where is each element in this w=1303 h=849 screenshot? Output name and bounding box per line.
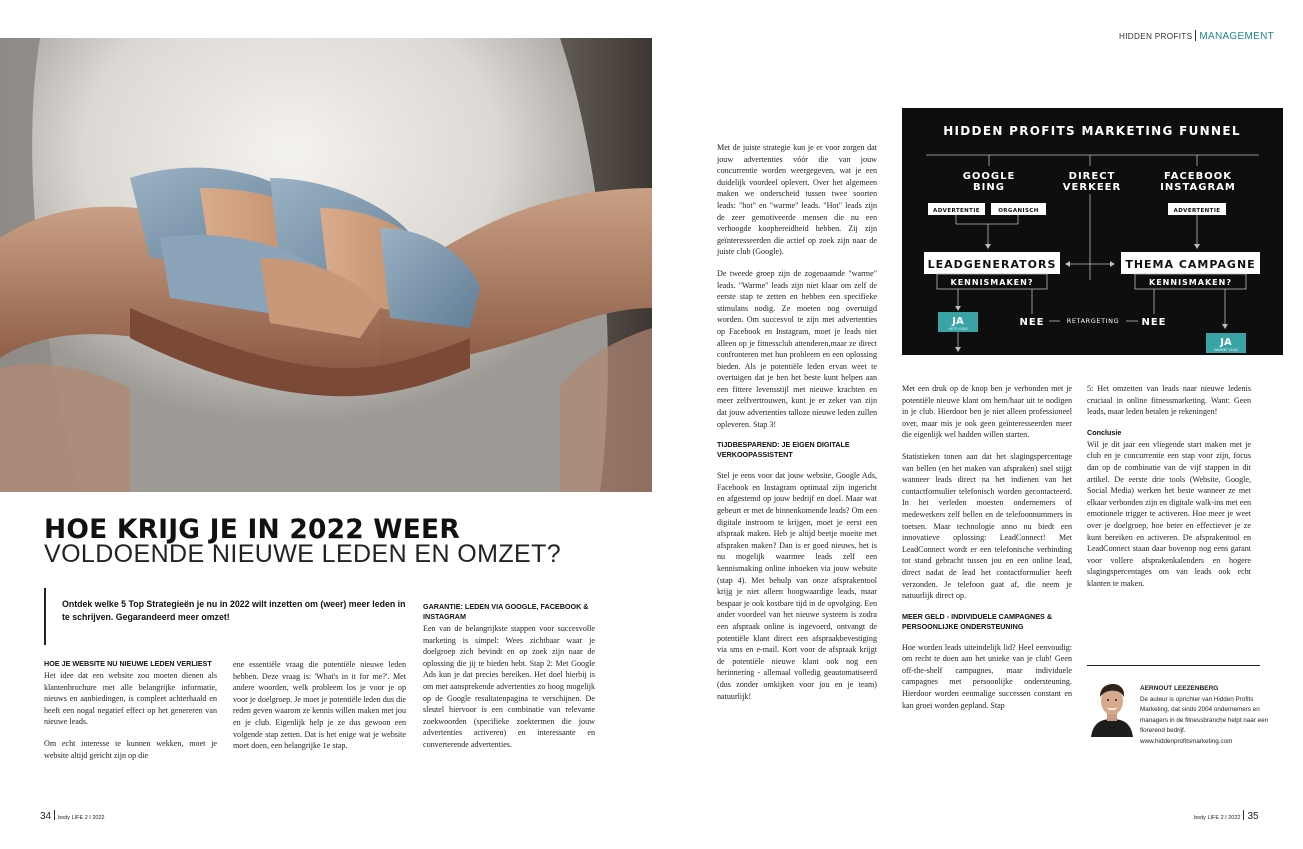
paragraph: Stel je eens voor dat jouw website, Google Ads, Facebook en Instagram optimaal zijn ingericht en afgestemd op jouw bedrijf en doel. Maar wat gebeurt er met de binnenkomende leads? Om een digitale instroom te krijgen, moet je eerst een afspraak maken. Heb je altijd beetje moeite met afspraken maken? Dan is er goed nieuws, het is nu mogelijk waarmee leads zelf een kennismaking online inboeken via jouw website (stap 4). Met behulp van onze afsprakentool krijg je niet alleen hoogwaardige leads, maar bespaar je ook kostbare tijd in de opvolging. Een ander voordeel van het nieuwe systeem is zodra een afspraak online is ingevoerd, ontvangt de potentiële klant direct een afspraakbevestiging via sms en e-mail. Kort voor de afspraak krijgt de potentiële nieuwe klant ook nog een herinnering - allemaal volledig geautomatiseerd (dus zonder omkijken voor jou en je team) natuurlijk! bbox=[717, 471, 877, 701]
paragraph: Om echt interesse te kunnen wekken, moet je website altijd gericht zijn op die bbox=[44, 738, 217, 760]
column-1 bbox=[44, 659, 217, 771]
column-2 bbox=[233, 659, 406, 762]
ja-sub-left: HETE LEAD bbox=[948, 327, 968, 331]
column-6 bbox=[1087, 383, 1251, 600]
leadgenerators-box: LEADGENERATORS bbox=[927, 258, 1057, 271]
column-3 bbox=[423, 602, 595, 761]
paragraph: Met een druk op de knop ben je verbonden met je potentiële nieuwe klant om hem/haar uit te nodigen in je club. Hierdoor ben je niet alleen professioneel over, maar mis je ook geen geïnteresseerden meer die eigenlijk wel hadden willen starten. bbox=[902, 384, 1072, 440]
tag-advertentie-google: ADVERTENTIE bbox=[933, 208, 980, 214]
source-google: GOOGLE bbox=[962, 171, 1016, 182]
author-bio: De auteur is oprichter van Hidden Profits Marketing, dat sinds 2004 ondernemers en managers in de fitnessbranche helpt naar een florerend bedrijf. bbox=[1140, 695, 1269, 735]
author-divider bbox=[1087, 665, 1260, 666]
ja-label-left: JA bbox=[952, 316, 964, 327]
paragraph: Wil je dit jaar een vliegende start maken met je club en je concurrentie een stap voor zijn, focus dan op de combinatie van de vijf stappen in dit artikel. De eerste drie tools (Website, Google, Social Media) werken het beste wanneer ze met elkaar verbonden zijn en digitale walk-ins met een emotionele trigger te activeren. Hoe meer je weet over je doelgroep, hoe beter en effectiever je ze kunt bereiken en activeren. De afsprakentool en LeadConnect staan daar bovenop nog eens garant voor vollere afsprakenkalenders en hogere slagingspercentages om van leads ook echt klanten te maken. bbox=[1087, 439, 1251, 588]
subheading-conclusie: Conclusie bbox=[1087, 427, 1122, 437]
author-url[interactable]: www.hiddenprofitsmarketing.com bbox=[1140, 737, 1233, 745]
paragraph: Statistieken tonen aan dat het slagingspercentage van bellen (en het maken van afspraken) snel stijgt wanneer leads direct na het indienen van het contactformulier telefonisch worden gecontacteerd. In het verleden moesten ondernemers of medewerkers zelf bellen en de telefoonnummers in toetsen. Maar technologie anno nu biedt een innovatieve oplossing: LeadConnect! Met LeadConnect wordt er een telefonische verbinding tot stand gebracht tussen jou en een online lead, direct nadat de lead het contactformulier heeft verzonden. Je telefoon gaat af, die neem je natuurlijk direct op. bbox=[902, 451, 1072, 601]
thema-campagne-box: THEMA CAMPAGNE bbox=[1125, 258, 1256, 271]
header-divider bbox=[1195, 30, 1196, 41]
paragraph: 5: Het omzetten van leads naar nieuwe ledenis cruciaal in online fitnessmarketing. Want: Geen leads, maar leden betalen je rekeningen! bbox=[1087, 384, 1251, 417]
subheading-website: HOE JE WEBSITE NU NIEUWE LEDEN VERLIEST bbox=[44, 659, 212, 668]
section-header bbox=[1119, 30, 1274, 42]
paragraph: Hoe worden leads uiteindelijk lid? Heel eenvoudig: om recht te doen aan het unieke van je club! Geen off-the-shelf campagnes, maar individuele campagnes met persoonlijke ondersteuning. Hierdoor worden eenmalige successen constant en kan groei worden gepland. Stap bbox=[902, 642, 1072, 710]
source-bing: BING bbox=[973, 182, 1005, 193]
magazine-issue-right: body LIFE 2 I 2022 bbox=[1194, 815, 1241, 821]
subheading-garantie: GARANTIE: LEDEN VIA GOOGLE, FACEBOOK & INSTAGRAM bbox=[423, 602, 589, 621]
column-4 bbox=[717, 142, 877, 712]
marketing-funnel-diagram bbox=[902, 108, 1283, 355]
ja-sub-right: WARME LEAD bbox=[1214, 348, 1238, 352]
source-verkeer: VERKEER bbox=[1062, 182, 1122, 193]
magazine-issue-left: body LIFE 2 I 2022 bbox=[58, 815, 105, 821]
paragraph: Het idee dat een website zou moeten dienen als klantenbrochure met alle belangrijke informatie, nieuws en aanbiedingen, is compleet achterhaald en heeft een nogal negatief effect op het genereren van nieuwe leads. bbox=[44, 671, 217, 727]
article-title-line-2: VOLDOENDE NIEUWE LEDEN EN OMZET? bbox=[44, 540, 562, 568]
section-category: MANAGEMENT bbox=[1199, 31, 1275, 42]
retargeting-label: RETARGETING bbox=[1066, 317, 1120, 325]
kennismaken-left: KENNISMAKEN? bbox=[950, 278, 1034, 287]
source-facebook: FACEBOOK bbox=[1164, 171, 1232, 182]
tag-organisch: ORGANISCH bbox=[998, 208, 1039, 214]
source-direct: DIRECT bbox=[1068, 171, 1116, 182]
top-margin bbox=[0, 0, 1303, 38]
tag-advertentie-facebook: ADVERTENTIE bbox=[1173, 208, 1221, 214]
paragraph: Een van de belangrijkste stappen voor succesvolle marketing is simpel: Wees zichtbaar waar je doelgroep zich bevindt en op zoek zijn naar de oplossing die jij te bieden hebt. Stap 2: Met Google Ads kun je dat precies bereiken. Het doel hierbij is om met aansprekende advertenties zo hoog mogelijk op de Google resultatenpagina te verschijnen. De sleutel hiervoor is een combinatie van relevante zoekwoorden (specifieke zoektermen die jouw advertenties activeren) en interessante en converterende advertenties. bbox=[423, 624, 595, 749]
paragraph: ene essentiële vraag die potentiële nieuwe leden hebben. Deze vraag is: 'What's in it for me?'. Met andere woorden, welk probleem los je voor je op voor je doelgroep. Je moet je potentiële leden dus die reden geven waarom ze kennis willen maken met jou en je club. Eigenlijk help je ze dus gewoon een volgende stap zetten. Dat is het enige wat je website moet doen, een belangrijke 1e stap. bbox=[233, 660, 406, 751]
subheading-tijdbesparend: TIJDBESPAREND: JE EIGEN DIGITALE VERKOOPASSISTENT bbox=[717, 440, 850, 460]
source-instagram: INSTAGRAM bbox=[1160, 182, 1236, 193]
hero-photo-hands-money bbox=[0, 38, 652, 492]
page-number-right: 35 bbox=[1247, 811, 1259, 822]
paragraph: Met de juiste strategie kun je er voor zorgen dat jouw advertenties vóór die van jouw concurrentie worden weergegeven, wat je een duidelijk voordeel oplevert. Over het algemeen maken we onderscheid tussen twee soorten leads: "hot" en "warme" leads. "Hot" leads zijn de zeer gemotiveerde mensen die nu een verhoogde koopbereidheid hebben. Zij zijn geïnteresseerden die actief op zoek zijn naar de juiste club (Google). bbox=[717, 143, 877, 257]
author-bio-block bbox=[1140, 684, 1270, 748]
author-name: AERNOUT LEEZENBERG bbox=[1140, 685, 1219, 692]
section-label: HIDDEN PROFITS bbox=[1119, 32, 1193, 41]
paragraph: De tweede groep zijn de zogenaamde "warme" leads. "Warme" leads zijn niet klaar om zelf de eerste stap te zetten en hebben een specifieke stimulans nodig. Ze moeten nog overtuigd worden. Om succesvol te zijn met advertenties op Facebook en Instagram, moet je leads niet alleen op je fitnessclub attenderen,maar ze direct confronteren met hun probleem en een oplossing bieden. Als je potentiële leden ervan weet te overtuigen dat je hen het beste kunt helpen aan een fittere levensstijl met nieuwe krachten en meer zelfvertrouwen, kunt je er zeker van zijn dat jouw advertenties talloze nieuwe leden zullen opleveren. Stap 3! bbox=[717, 268, 877, 429]
column-5 bbox=[902, 383, 1072, 721]
nee-right: NEE bbox=[1141, 317, 1167, 328]
article-intro: Ontdek welke 5 Top Strategieën je nu in 2022 wilt inzetten om (weer) meer leden in te schrijven. Gegarandeerd meer omzet! bbox=[44, 588, 412, 645]
kennismaken-right: KENNISMAKEN? bbox=[1149, 278, 1232, 287]
folio-divider bbox=[1243, 810, 1244, 820]
folio-right bbox=[1194, 810, 1259, 822]
ja-label-right: JA bbox=[1220, 337, 1232, 348]
nee-left: NEE bbox=[1019, 317, 1045, 328]
folio-left bbox=[40, 810, 105, 822]
folio-divider bbox=[54, 810, 55, 820]
subheading-meer-geld: MEER GELD - INDIVIDUELE CAMPAGNES & PERSOONLIJKE ONDERSTEUNING bbox=[902, 611, 1053, 631]
author-photo bbox=[1087, 679, 1137, 737]
article-title-line-1: HOE KRIJG JE IN 2022 WEER bbox=[44, 514, 460, 545]
funnel-title: HIDDEN PROFITS MARKETING FUNNEL bbox=[943, 124, 1241, 138]
page-number-left: 34 bbox=[40, 811, 52, 822]
